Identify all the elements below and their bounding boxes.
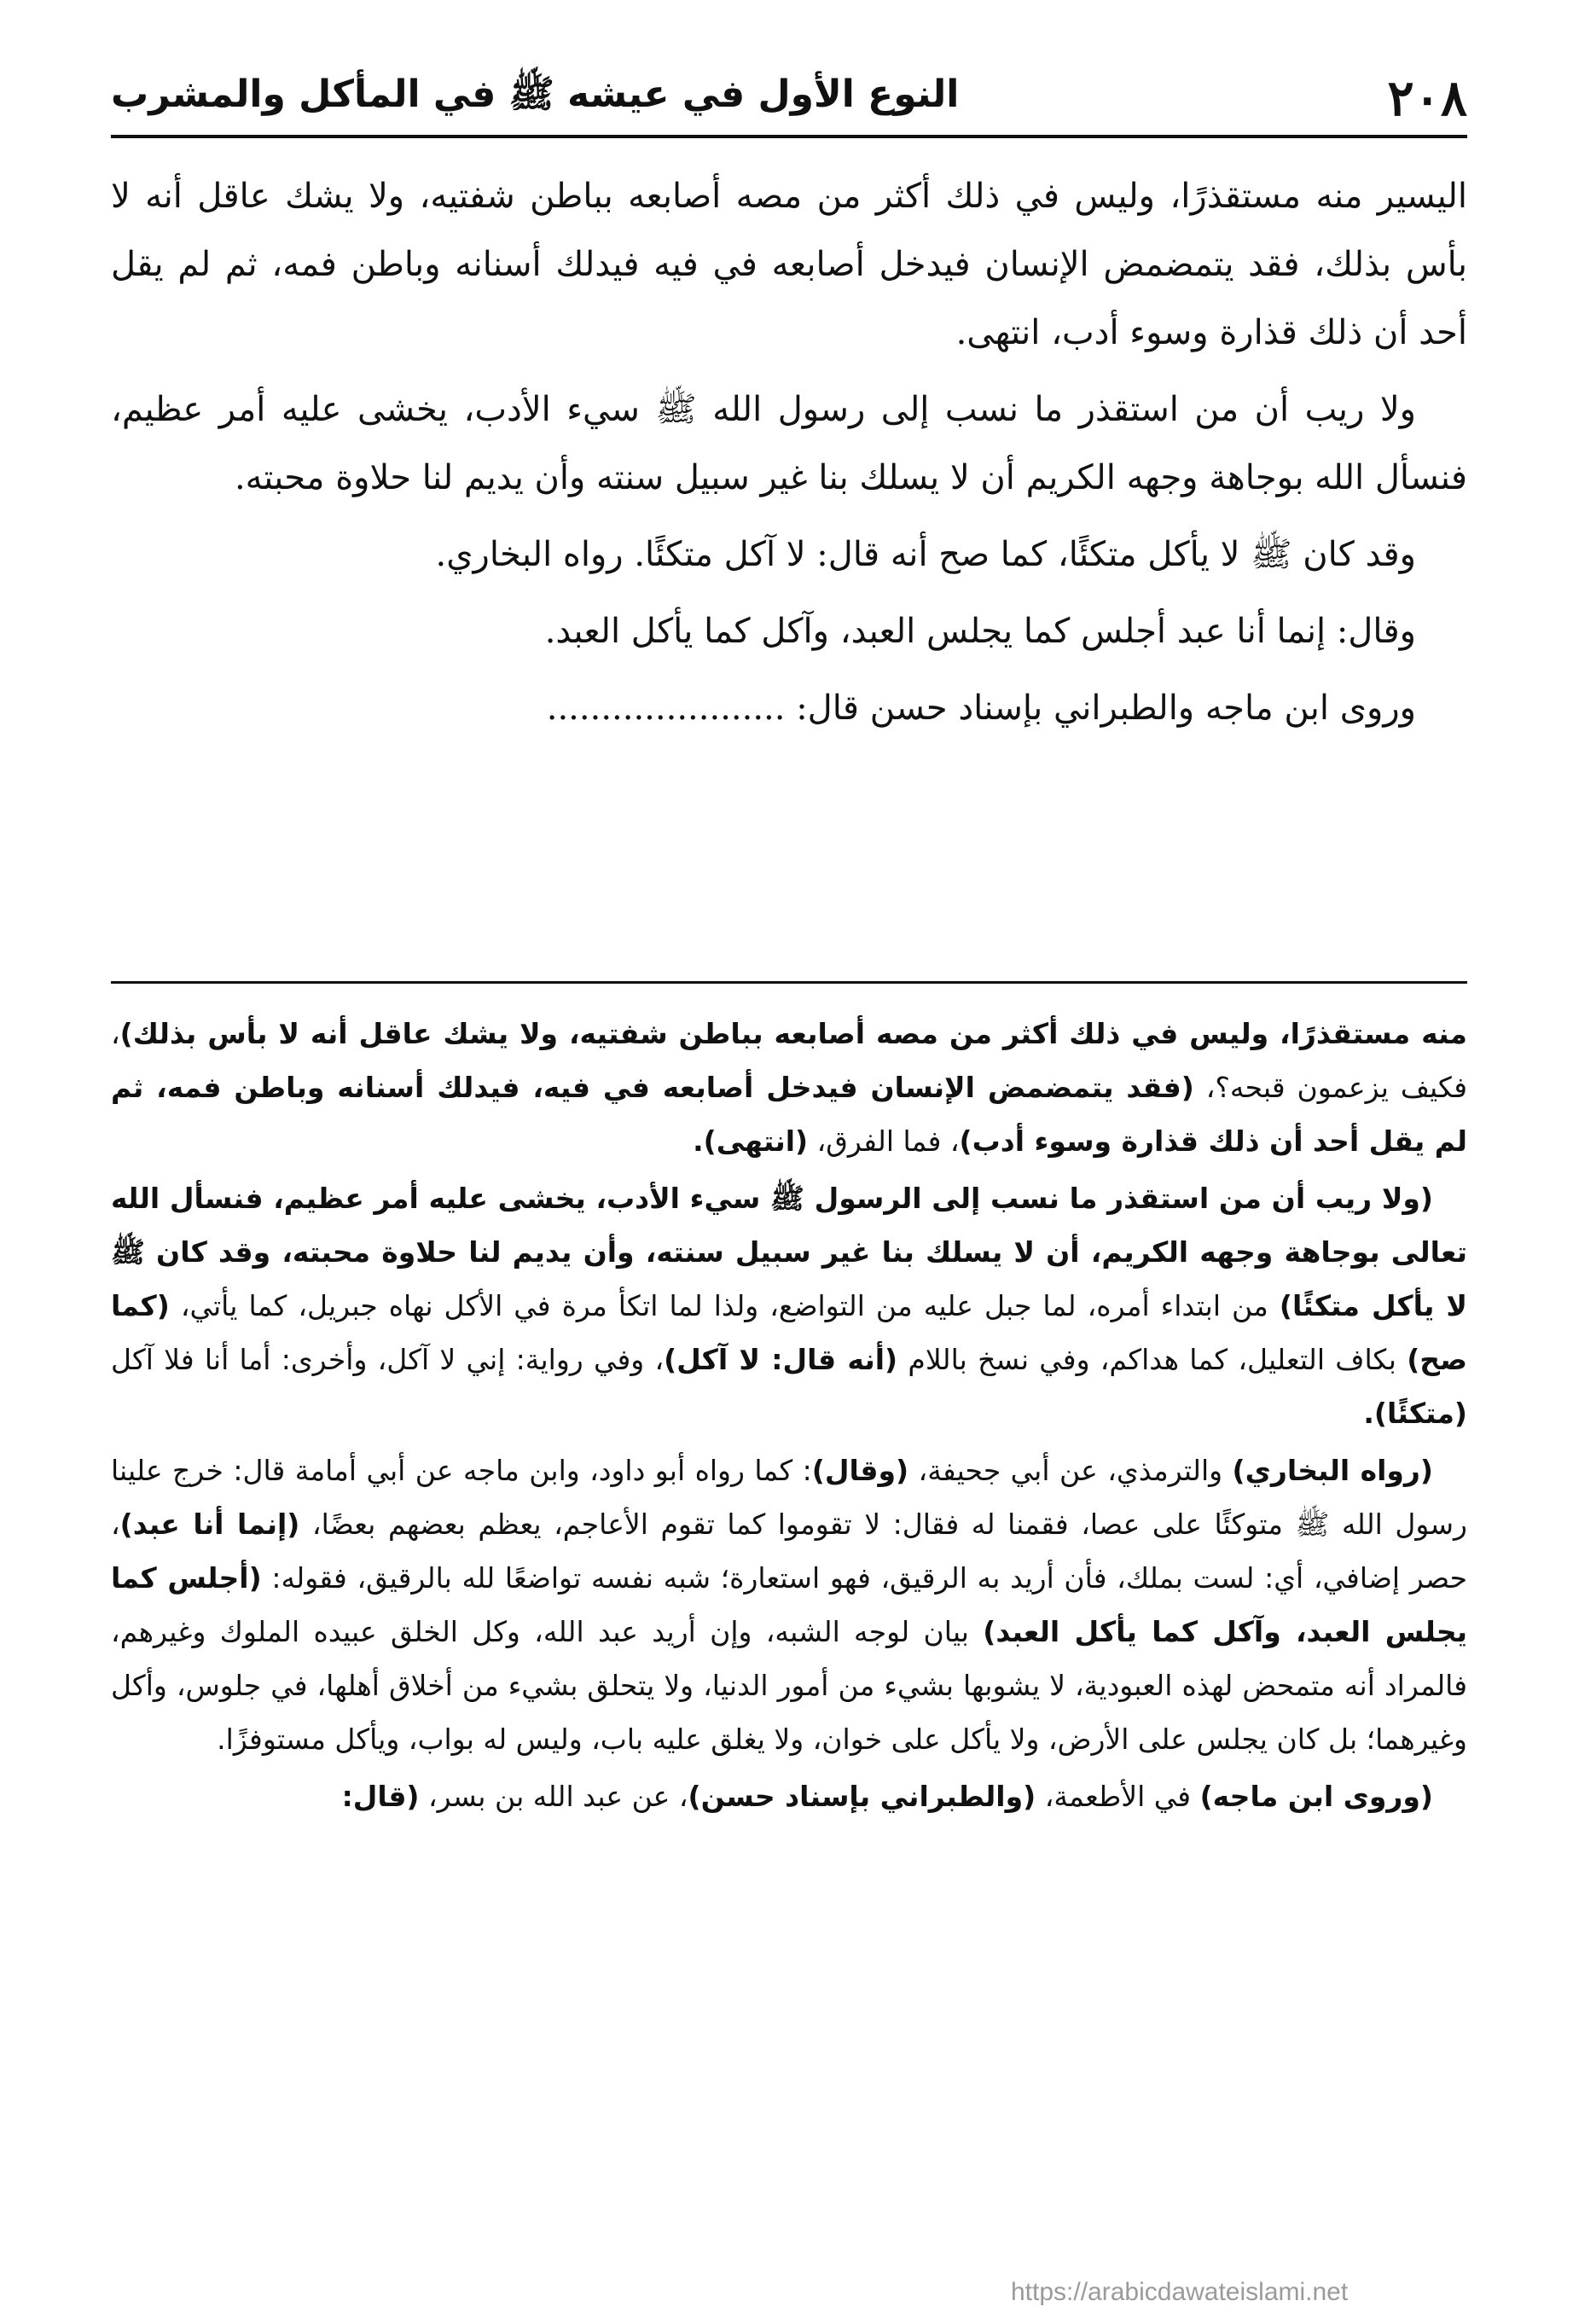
commentary-text: ، فما الفرق،	[808, 1124, 960, 1158]
commentary-divider	[111, 981, 1467, 984]
main-paragraph-4: وقال: إنما أنا عبد أجلس كما يجلس العبد، وآكل كما يأكل العبد.	[544, 612, 1416, 651]
main-paragraph-5-text: وروى ابن ماجه والطبراني بإسناد حسن قال:	[796, 688, 1416, 728]
main-paragraph-2: ولا ريب أن من استقذر ما نسب إلى رسول الله ﷺ سيء الأدب، يخشى عليه أمر عظيم، فنسأل الله بوجاهة وجهه الكريم أن لا يسلك بنا غير سبيل سنته وأن يديم لنا حلاوة محبته.	[111, 390, 1467, 497]
commentary-quote: (انتهى).	[693, 1124, 809, 1158]
main-paragraph-1: اليسير منه مستقذرًا، وليس في ذلك أكثر من مصه أصابعه بباطن شفتيه، ولا يشك عاقل أنه لا بأس بذلك، فقد يتمضمض الإنسان فيدخل أصابعه في فيه فيدلك أسنانه وباطن فمه، ثم لم يقل أحد أن ذلك قذارة وسوء أدب، انتهى.	[111, 177, 1467, 352]
page-number: ٢٠٨	[1387, 69, 1467, 127]
commentary-text: ، عن عبد الله بن بسر،	[419, 1780, 688, 1813]
commentary-quote: (أجلس كما يجلس العبد، وآكل كما يأكل العبد)	[111, 1561, 1467, 1648]
commentary-quote: (والطبراني بإسناد حسن)	[688, 1780, 1036, 1813]
commentary-paragraph-2	[111, 1171, 1467, 1440]
commentary-quote: (وقال)	[811, 1454, 909, 1487]
commentary-quote: (فقد يتمضمض الإنسان فيدخل أصابعه في فيه، فيدلك أسنانه وباطن فمه، ثم لم يقل أحد أن ذلك قذارة وسوء أدب)	[111, 1071, 1467, 1158]
watermark-url: https://arabicdawateislami.net	[1011, 2278, 1349, 2306]
continuation-dots: ......................	[546, 688, 786, 728]
commentary-quote: (قال:	[341, 1780, 420, 1813]
commentary-text: من ابتداء أمره، لما جبل عليه من التواضع، ولذا لما اتكأ مرة في الأكل نهاه جبريل، كما يأتي،	[169, 1289, 1280, 1322]
commentary-text: في الأطعمة،	[1036, 1780, 1200, 1813]
commentary-text: بكاف التعليل، كما هداكم، وفي نسخ باللام	[897, 1343, 1408, 1376]
running-title: النوع الأول في عيشه ﷺ في المأكل والمشرب	[111, 73, 960, 116]
main-text	[111, 162, 1467, 751]
commentary-text: والترمذي، عن أبي جحيفة،	[908, 1454, 1233, 1487]
header-rule	[111, 135, 1467, 138]
commentary-quote: (متكئًا).	[1363, 1397, 1467, 1430]
commentary	[111, 1007, 1467, 1827]
main-paragraph-5	[111, 674, 1467, 742]
commentary-text: ، حصر إضافي، أي: لست بملك، فأن أريد به الرقيق، فهو استعارة؛ شبه نفسه تواضعًا لله بالرقيق، فقوله:	[111, 1508, 1467, 1595]
commentary-paragraph-1	[111, 1007, 1467, 1168]
commentary-quote: (رواه البخاري)	[1232, 1454, 1434, 1487]
page-header	[111, 60, 1467, 137]
commentary-quote: (وروى ابن ماجه)	[1199, 1780, 1433, 1813]
commentary-text: ، فكيف يزعمون قبحه؟،	[111, 1017, 1467, 1104]
commentary-paragraph-3	[111, 1444, 1467, 1766]
commentary-quote: (إنما أنا عبد)	[119, 1508, 300, 1541]
commentary-quote: (كما صح)	[111, 1289, 1467, 1376]
commentary-quote: (ولا ريب أن من استقذر ما نسب إلى الرسول ﷺ سيء الأدب، يخشى عليه أمر عظيم، فنسأل الله تعالى بوجاهة وجهه الكريم، أن لا يسلك بنا غير سبيل سنته، وأن يديم لنا حلاوة محبته، وقد كان ﷺ لا يأكل متكئًا)	[111, 1182, 1468, 1322]
commentary-text: بيان لوجه الشبه، وإن أريد عبد الله، وكل الخلق عبيده الملوك وغيرهم، فالمراد أنه متمحض لهذه العبودية، لا يشوبها بشيء من أمور الدنيا، ولا يتحلق بشيء من أخلاق أهلها، في جلوس، وأكل وغيرهما؛ بل كان يجلس على الأرض، ولا يأكل على خوان، ولا يغلق عليه باب، وليس له بواب، ويأكل مستوفزًا.	[111, 1615, 1467, 1756]
commentary-text: ، وفي رواية: إني لا آكل، وأخرى: أما أنا فلا آكل	[111, 1343, 665, 1376]
commentary-paragraph-4	[111, 1769, 1467, 1823]
commentary-quote: منه مستقذرًا، وليس في ذلك أكثر من مصه أصابعه بباطن شفتيه، ولا يشك عاقل أنه لا بأس بذلك)	[119, 1017, 1467, 1050]
commentary-text: : كما رواه أبو داود، وابن ماجه عن أبي أمامة قال: خرج علينا رسول الله ﷺ متوكئًا على عصا، فقمنا له فقال: لا تقوموا كما تقوم الأعاجم، يعظم بعضهم بعضًا،	[111, 1454, 1467, 1541]
main-paragraph-3: وقد كان ﷺ لا يأكل متكئًا، كما صح أنه قال: لا آكل متكئًا. رواه البخاري.	[435, 535, 1416, 574]
commentary-quote: (أنه قال: لا آكل)	[664, 1343, 898, 1376]
